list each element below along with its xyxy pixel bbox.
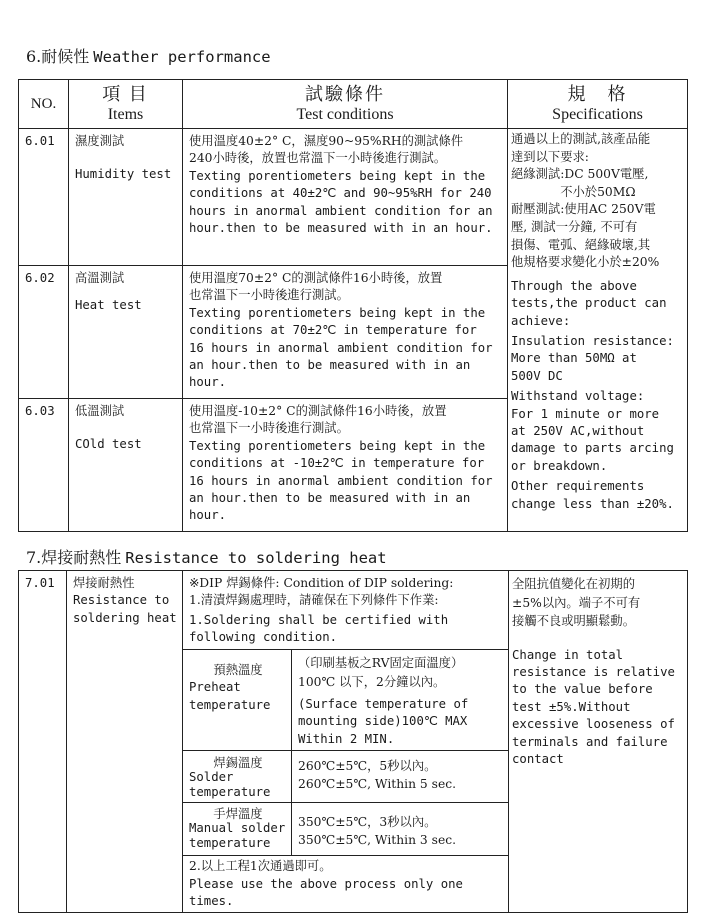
condition-en: Texting porentiometers being kept in the conditions at 70±2℃ in temperature for 16 hours in anormal ambient condition for an hour.then to be measured with in an hour. <box>189 305 493 390</box>
preheat-label-en: Preheat temperature <box>189 680 271 712</box>
section6-title-cn: 6.耐候性 <box>26 47 90 66</box>
section7-title-cn: 7.焊接耐熱性 <box>26 548 122 567</box>
condition-en: Texting porentiometers being kept in the conditions at 40±2℃ and 90~95%RH for 240 hours in anormal ambient condition for an hour.then to be measured with in an hour. <box>189 168 493 236</box>
condition-cn: 使用溫度70±2° C的測試條件16小時後，放置 也常溫下一小時後進行測試。 <box>189 271 443 303</box>
table-row <box>19 571 688 650</box>
item-cn: 濕度測試 <box>75 134 125 148</box>
header-items <box>69 80 183 129</box>
header-spec-en: Specifications <box>552 106 643 123</box>
header-specifications <box>508 80 688 129</box>
preheat-value <box>292 650 509 751</box>
header-cond-cn: 試驗條件 <box>305 84 385 104</box>
header-items-en: Items <box>107 106 144 123</box>
row-item <box>67 571 183 913</box>
table-header-row <box>19 80 688 129</box>
dip-line: ※DIP 焊錫條件: Condition of DIP soldering: <box>189 576 454 590</box>
solder-label-en: Solder temperature <box>189 770 271 800</box>
spec-en-other: Other requirements change less than ±20%. <box>511 479 674 511</box>
header-conditions <box>183 80 508 129</box>
table-row <box>19 129 688 266</box>
item-cn: 焊接耐熱性 <box>73 576 135 590</box>
row-condition <box>183 266 508 399</box>
spec-cell <box>509 571 688 913</box>
section6-title-en: Weather performance <box>93 48 271 66</box>
item-cn: 低溫測試 <box>75 404 125 418</box>
header-spec-cn: 規 格 <box>567 84 628 104</box>
solder-label <box>183 751 292 803</box>
step2-cn: 2.以上工程1次通過即可。 <box>189 859 332 874</box>
item-cn: 高溫測試 <box>75 271 125 285</box>
step2-en: Please use the above process only one times. <box>189 876 463 909</box>
step2-cell <box>183 856 509 913</box>
item-en: Humidity test <box>75 167 172 182</box>
condition-cn: 使用溫度40±2° C，濕度90~95%RH的測試條件 240小時後，放置也常溫下一小時後進行測試。 <box>189 134 464 166</box>
spec-cn: 通過以上的測試,該產品能 達到以下要求: 絕緣測試:DC 500V電壓, 不小於50MΩ 耐壓測試:使用AC 250V電 壓, 測試一分鐘, 不可有 損傷、電弧、絕緣破壞,其 他規格要求變化小於±20% <box>511 132 660 270</box>
preheat-label-cn: 預熱溫度 <box>213 663 263 677</box>
manual-label <box>183 803 292 856</box>
row-number: 6.02 <box>19 266 69 399</box>
preheat-label <box>183 650 292 751</box>
specifications-cell <box>508 129 688 532</box>
header-no: NO. <box>19 80 69 129</box>
row-item <box>69 129 183 266</box>
spec-en-insulation: Insulation resistance: More than 50MΩ at 500V DC <box>511 333 674 383</box>
preheat-value-en: (Surface temperature of mounting side)100℃ MAX Within 2 MIN. <box>298 697 469 746</box>
manual-label-en: Manual solder temperature <box>189 821 286 851</box>
spec-en-withstand: Withstand voltage: For 1 minute or more at 250V AC,without damage to parts arcing or breakdown. <box>511 389 674 473</box>
dip-conditions-cell <box>183 571 509 650</box>
manual-value-text: 350℃±5℃，3秒以內。 350℃±5℃, Within 3 sec. <box>298 815 457 848</box>
spec-en-achieve: Through the above tests,the product can achieve: <box>511 278 667 328</box>
row-number: 7.01 <box>19 571 67 913</box>
row-item <box>69 399 183 532</box>
condition-cn: 使用溫度-10±2° C的測試條件16小時後，放置 也常溫下一小時後進行測試。 <box>189 404 447 436</box>
solder-value-text: 260℃±5℃，5秒以內。 260℃±5℃, Within 5 sec. <box>298 759 457 792</box>
section7-title <box>26 545 387 568</box>
manual-label-cn: 手焊溫度 <box>213 807 263 822</box>
row-number: 6.01 <box>19 129 69 266</box>
spec-en: Change in total resistance is relative to the value before test ±5%.Without excessive looseness of terminals and failure contact <box>512 647 675 766</box>
preheat-value-cn: （印刷基板之RV固定面溫度） 100℃ 以下，2分鐘以內。 <box>298 656 464 689</box>
section6-title <box>26 44 271 67</box>
section7-title-en: Resistance to soldering heat <box>125 549 387 567</box>
row-number: 6.03 <box>19 399 69 532</box>
header-cond-en: Test conditions <box>296 106 394 123</box>
item-en: Heat test <box>75 298 142 313</box>
row-condition <box>183 129 508 266</box>
step1-en: 1.Soldering shall be certified with following condition. <box>189 612 449 645</box>
solder-value <box>292 751 509 803</box>
soldering-heat-table <box>18 570 688 913</box>
row-item <box>69 266 183 399</box>
manual-value <box>292 803 509 856</box>
solder-label-cn: 焊錫溫度 <box>213 756 263 771</box>
condition-en: Texting porentiometers being kept in the conditions at -10±2℃ in temperature for 16 hours in anormal ambient condition for an hour.then to be measured with in an hour. <box>189 438 493 523</box>
step1-cn: 1.清漬焊錫處理時，請確保在下列條件下作業: <box>189 593 439 608</box>
item-en: Resistance to soldering heat <box>73 593 177 625</box>
item-en: COld test <box>75 437 142 452</box>
weather-performance-table <box>18 79 688 532</box>
spec-cn: 全阻抗值變化在初期的 ±5%以內。端子不可有 接觸不良或明顯鬆動。 <box>512 577 641 628</box>
row-condition <box>183 399 508 532</box>
header-items-cn: 項 目 <box>102 84 149 104</box>
